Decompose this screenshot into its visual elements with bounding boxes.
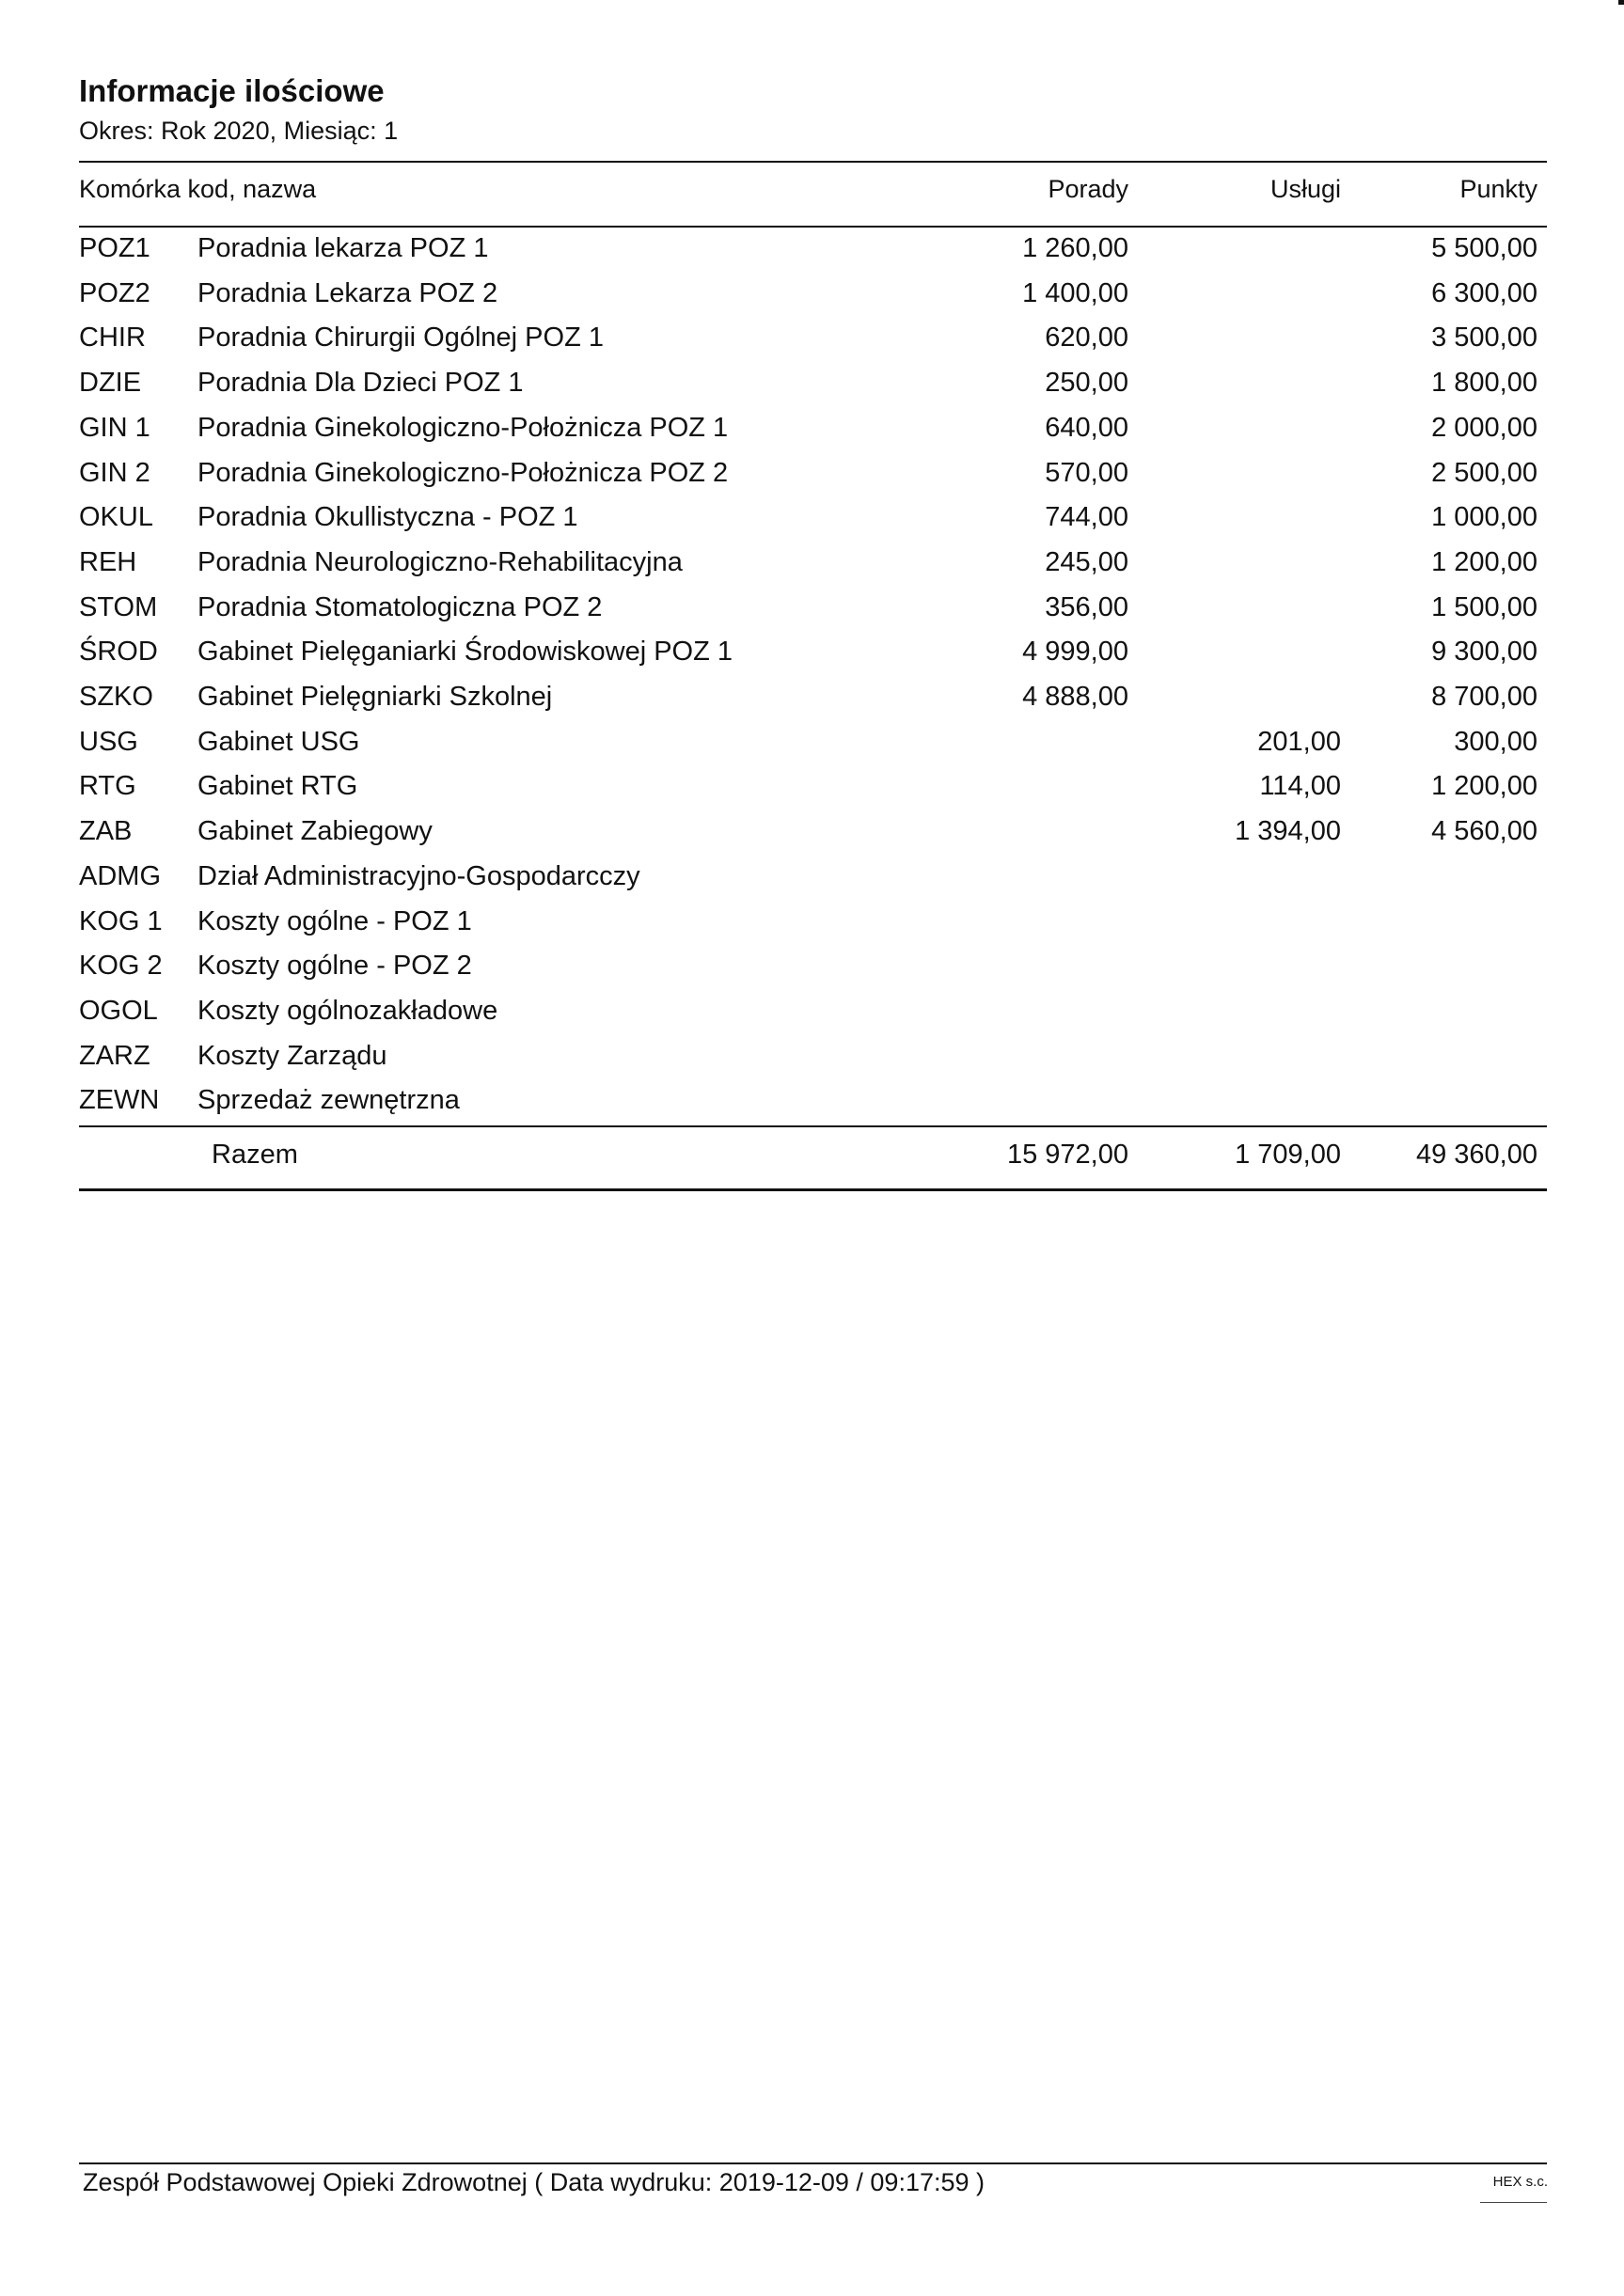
table-row: [0, 1041, 1624, 1086]
totals-top-rule: [79, 1125, 1547, 1127]
table-row: [0, 458, 1624, 503]
row-name: Koszty Zarządu: [197, 1040, 387, 1071]
row-name: Gabinet Pielęganiarki Środowiskowej POZ 1: [197, 637, 733, 668]
table-row: [0, 368, 1624, 413]
table-row: [0, 816, 1624, 861]
row-code: KOG 2: [79, 951, 163, 982]
row-name: Koszty ogólne - POZ 1: [197, 905, 472, 936]
column-header-porady: Porady: [1048, 175, 1128, 203]
row-name: Poradnia Ginekologiczno-Położnicza POZ 2: [197, 457, 729, 488]
table-row: [0, 682, 1624, 727]
row-porady: 245,00: [1045, 546, 1128, 577]
row-porady: 250,00: [1045, 368, 1128, 399]
row-porady: 640,00: [1045, 412, 1128, 443]
footer-rule: [79, 2162, 1547, 2164]
totals-uslugi: 1 709,00: [1235, 1140, 1341, 1170]
row-name: Dział Administracyjno-Gospodarcczy: [197, 860, 640, 891]
footer-text: Zespół Podstawowej Opieki Zdrowotnej ( Data wydruku: 2019-12-09 / 09:17:59 ): [83, 2168, 985, 2196]
column-header-unit: Komórka kod, nazwa: [79, 175, 317, 203]
row-code: OKUL: [79, 502, 153, 533]
column-header-uslugi: Usługi: [1269, 175, 1341, 203]
table-row: [0, 996, 1624, 1041]
table-row: [0, 861, 1624, 906]
row-porady: 570,00: [1045, 457, 1128, 488]
row-porady: 4 888,00: [1022, 682, 1128, 712]
row-punkty: 4 560,00: [1431, 816, 1537, 847]
report-period: Okres: Rok 2020, Miesiąc: 1: [79, 117, 399, 145]
row-code: GIN 1: [79, 412, 150, 443]
table-row: [0, 547, 1624, 592]
row-code: STOM: [79, 591, 158, 622]
row-uslugi: 114,00: [1259, 771, 1341, 802]
row-name: Poradnia Okullistyczna - POZ 1: [197, 502, 578, 533]
scan-mark: [1618, 0, 1624, 5]
table-row: [0, 951, 1624, 996]
table-row: [0, 1085, 1624, 1130]
row-code: POZ1: [79, 233, 150, 263]
row-code: DZIE: [79, 368, 142, 399]
brand-underline: [1480, 2202, 1547, 2203]
row-name: Poradnia lekarza POZ 1: [197, 233, 489, 263]
header-top-rule: [79, 161, 1547, 163]
row-code: OGOL: [79, 995, 158, 1026]
table-row: [0, 322, 1624, 368]
report-title: Informacje ilościowe: [79, 73, 385, 108]
row-punkty: 3 500,00: [1431, 322, 1537, 354]
row-code: ZAB: [79, 816, 133, 847]
row-code: RTG: [79, 771, 136, 802]
totals-punkty: 49 360,00: [1415, 1140, 1537, 1170]
row-name: Gabinet Zabiegowy: [197, 816, 433, 847]
totals-row: [0, 1140, 1624, 1185]
row-code: REH: [79, 546, 137, 577]
row-punkty: 5 500,00: [1431, 233, 1537, 263]
row-code: USG: [79, 726, 138, 757]
row-porady: 356,00: [1045, 591, 1128, 622]
header-bottom-rule: [79, 226, 1547, 228]
row-porady: 1 400,00: [1022, 277, 1128, 308]
row-code: POZ2: [79, 277, 150, 308]
table-row: [0, 906, 1624, 951]
table-row: [0, 502, 1624, 547]
row-punkty: 1 200,00: [1431, 771, 1537, 802]
table-row: [0, 233, 1624, 278]
row-code: ZARZ: [79, 1040, 150, 1071]
row-porady: 620,00: [1045, 322, 1128, 354]
row-name: Gabinet RTG: [197, 771, 358, 802]
row-uslugi: 1 394,00: [1235, 816, 1341, 847]
table-row: [0, 771, 1624, 816]
row-code: SZKO: [79, 682, 153, 712]
row-code: CHIR: [79, 322, 146, 354]
column-header-punkty: Punkty: [1459, 175, 1537, 203]
footer-brand: HEX s.c.: [1492, 2174, 1548, 2190]
row-porady: 1 260,00: [1022, 233, 1128, 263]
table-row: [0, 278, 1624, 323]
row-name: Poradnia Stomatologiczna POZ 2: [197, 591, 603, 622]
table-row: [0, 727, 1624, 772]
row-code: ŚROD: [79, 637, 158, 668]
row-code: ZEWN: [79, 1085, 160, 1116]
row-name: Poradnia Ginekologiczno-Położnicza POZ 1: [197, 412, 729, 443]
row-punkty: 1 500,00: [1431, 591, 1537, 622]
row-name: Koszty ogólnozakładowe: [197, 995, 498, 1026]
row-punkty: 1 800,00: [1431, 368, 1537, 399]
table-row: [0, 592, 1624, 637]
row-code: KOG 1: [79, 905, 163, 936]
row-porady: 744,00: [1045, 502, 1128, 533]
row-name: Poradnia Lekarza POZ 2: [197, 277, 498, 308]
row-porady: 4 999,00: [1022, 637, 1128, 668]
row-name: Poradnia Chirurgii Ogólnej POZ 1: [197, 322, 604, 354]
totals-bottom-rule: [79, 1188, 1547, 1191]
row-uslugi: 201,00: [1257, 726, 1341, 757]
row-name: Sprzedaż zewnętrzna: [197, 1085, 460, 1116]
row-code: ADMG: [79, 860, 161, 891]
row-name: Poradnia Dla Dzieci POZ 1: [197, 368, 524, 399]
row-name: Gabinet USG: [197, 726, 360, 757]
row-name: Gabinet Pielęgniarki Szkolnej: [197, 682, 553, 712]
table-row: [0, 637, 1624, 682]
row-punkty: 300,00: [1454, 726, 1537, 757]
row-punkty: 2 500,00: [1431, 457, 1537, 488]
row-punkty: 2 000,00: [1431, 412, 1537, 443]
row-name: Poradnia Neurologiczno-Rehabilitacyjna: [197, 546, 683, 577]
row-code: GIN 2: [79, 457, 150, 488]
row-name: Koszty ogólne - POZ 2: [197, 951, 472, 982]
totals-porady: 15 972,00: [1006, 1140, 1128, 1170]
row-punkty: 1 200,00: [1431, 546, 1537, 577]
row-punkty: 1 000,00: [1431, 502, 1537, 533]
totals-label: Razem: [212, 1140, 298, 1170]
row-punkty: 9 300,00: [1431, 637, 1537, 668]
table-row: [0, 413, 1624, 458]
row-punkty: 8 700,00: [1431, 682, 1537, 712]
row-punkty: 6 300,00: [1431, 277, 1537, 308]
